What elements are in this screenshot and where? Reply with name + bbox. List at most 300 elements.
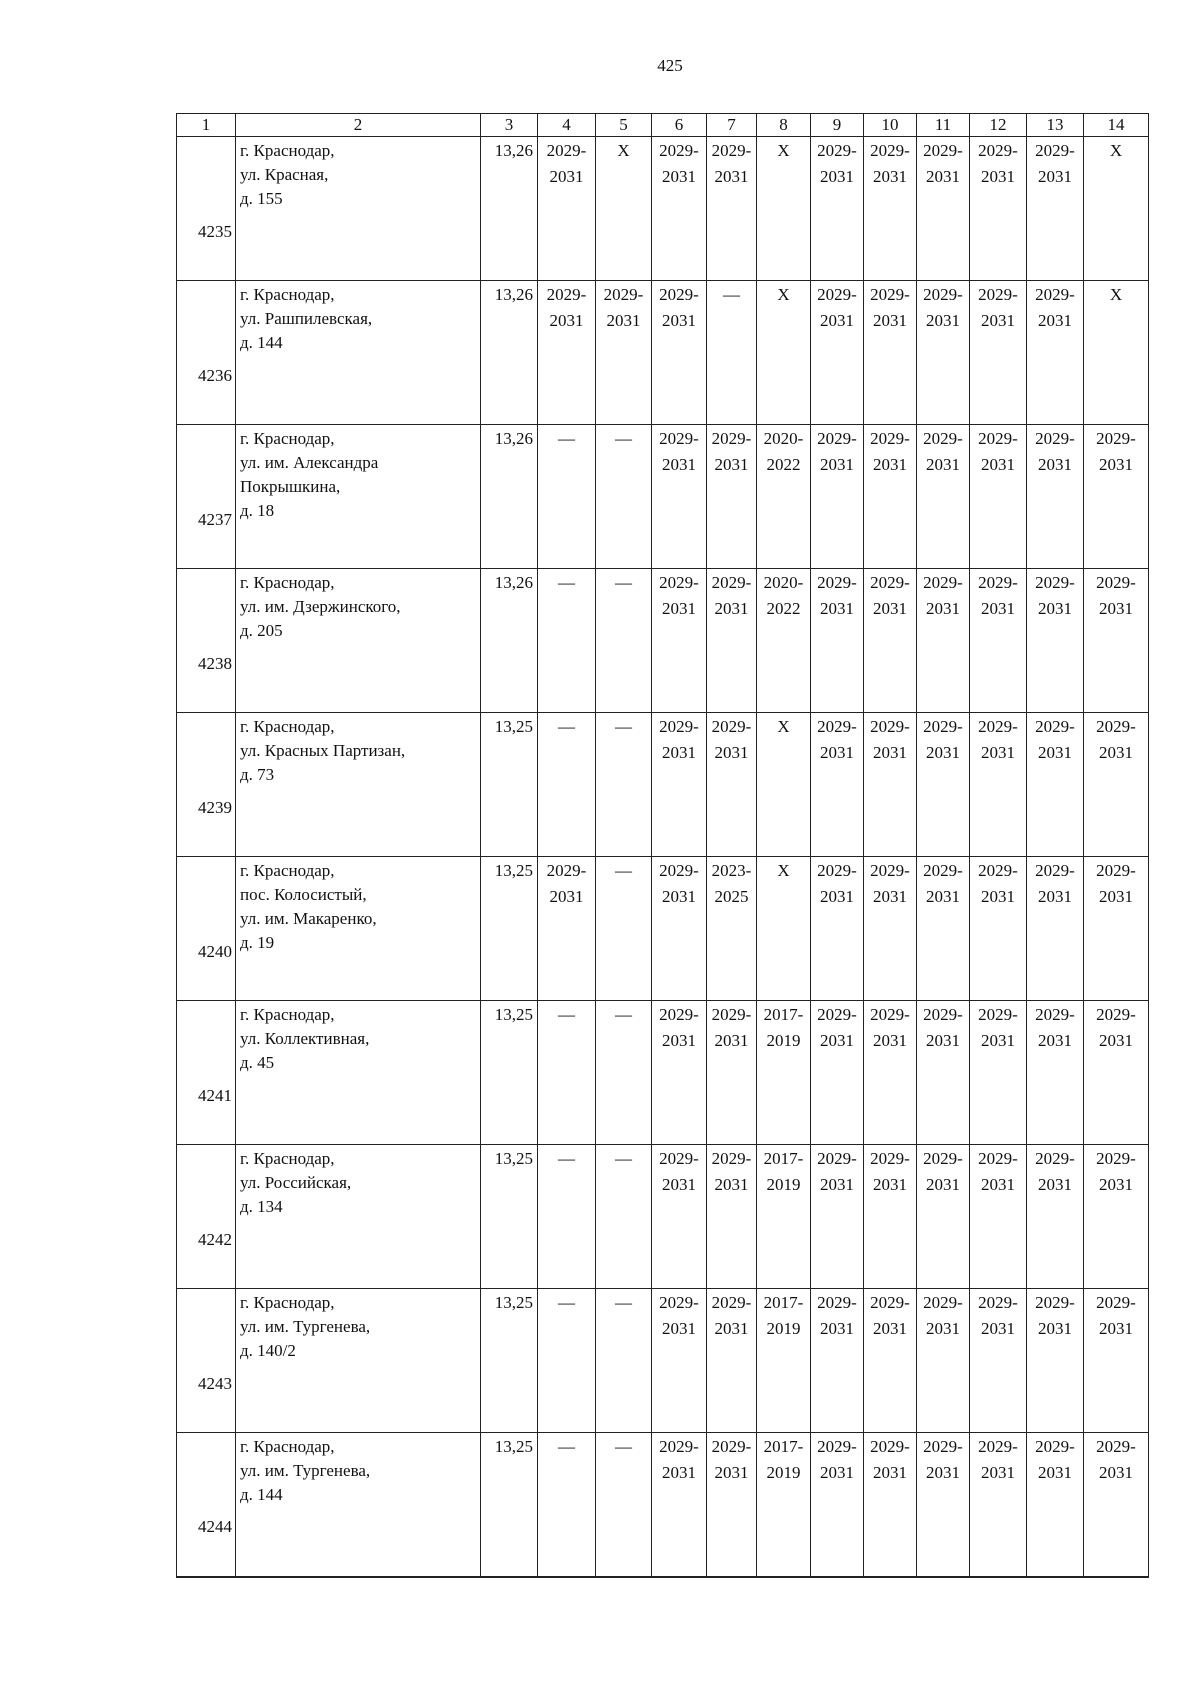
table-row — [177, 281, 1149, 425]
period-value: 2031 — [981, 1175, 1015, 1194]
period-value: 2031 — [926, 455, 960, 474]
row-number-cell — [177, 1001, 236, 1145]
column-number-row — [177, 114, 1149, 137]
period-cell — [596, 281, 652, 425]
period-cell — [811, 1145, 864, 1289]
period-value: 2031 — [820, 887, 854, 906]
coefficient-cell: 13,26 — [481, 281, 538, 425]
period-value: 2017- — [763, 1005, 804, 1024]
period-value: 2031 — [662, 167, 696, 186]
period-cell — [1027, 1289, 1084, 1433]
period-value: 2029- — [1096, 717, 1136, 736]
period-value: 2029- — [978, 1437, 1018, 1456]
period-value: 2029- — [978, 285, 1018, 304]
period-value: 2031 — [714, 1175, 749, 1194]
period-value: 2031 — [926, 1463, 960, 1482]
table-row — [177, 713, 1149, 857]
period-value: 2029- — [870, 285, 910, 304]
period-cell — [1027, 857, 1084, 1001]
period-value: 2031 — [873, 455, 907, 474]
period-cell — [811, 281, 864, 425]
period-value: 2029- — [1035, 429, 1075, 448]
address-line: г. Краснодар, — [240, 861, 335, 880]
row-number: 4239 — [198, 797, 232, 817]
period-value: — — [615, 861, 632, 880]
column-header: 8 — [757, 114, 811, 137]
period-cell — [538, 857, 596, 1001]
address-line: д. 134 — [240, 1197, 283, 1216]
period-cell — [596, 1001, 652, 1145]
period-value: 2029- — [817, 573, 857, 592]
period-value: 2031 — [926, 743, 960, 762]
period-value: X — [777, 717, 790, 736]
period-value: 2029- — [659, 717, 699, 736]
period-cell — [864, 569, 917, 713]
period-value: 2031 — [981, 743, 1015, 762]
period-value: 2029- — [659, 1293, 699, 1312]
period-cell — [864, 1433, 917, 1577]
period-cell — [757, 425, 811, 569]
period-cell — [1027, 569, 1084, 713]
period-value: 2017- — [763, 1149, 804, 1168]
period-value: 2029- — [711, 1005, 752, 1024]
coefficient-cell: 13,25 — [481, 857, 538, 1001]
period-value: 2031 — [873, 1319, 907, 1338]
period-value: 2029- — [1035, 1293, 1075, 1312]
period-cell — [864, 281, 917, 425]
period-value: 2029- — [1096, 573, 1136, 592]
period-value: 2029- — [978, 861, 1018, 880]
period-cell — [917, 1145, 970, 1289]
period-value: 2031 — [714, 1031, 749, 1050]
period-cell — [1027, 713, 1084, 857]
period-cell — [917, 1433, 970, 1577]
period-value: 2025 — [714, 887, 749, 906]
period-cell — [1084, 1289, 1149, 1433]
period-value: 2029- — [923, 285, 963, 304]
period-cell — [970, 137, 1027, 281]
period-cell — [652, 857, 707, 1001]
period-value: 2029- — [659, 141, 699, 160]
period-cell — [1084, 425, 1149, 569]
period-value: 2031 — [714, 167, 749, 186]
period-value: 2031 — [549, 887, 584, 906]
period-value: — — [558, 1149, 575, 1168]
table-row — [177, 137, 1149, 281]
address-line: ул. Российская, — [240, 1173, 352, 1192]
period-value: 2029- — [923, 141, 963, 160]
period-value: 2031 — [926, 1031, 960, 1050]
row-number: 4237 — [198, 509, 232, 529]
period-cell — [917, 425, 970, 569]
period-cell — [1027, 425, 1084, 569]
address-line: ул. им. Александра — [240, 453, 379, 472]
period-cell — [652, 1145, 707, 1289]
table-row — [177, 1289, 1149, 1433]
address-line: г. Краснодар, — [240, 1005, 335, 1024]
period-cell — [757, 1145, 811, 1289]
period-cell — [917, 137, 970, 281]
period-cell — [970, 1289, 1027, 1433]
coefficient-cell: 13,25 — [481, 1289, 538, 1433]
period-value: 2031 — [981, 1319, 1015, 1338]
period-value: 2029- — [659, 1437, 699, 1456]
column-header: 12 — [970, 114, 1027, 137]
period-value: 2029- — [923, 429, 963, 448]
period-value: 2031 — [1038, 167, 1072, 186]
period-value: 2029- — [870, 1293, 910, 1312]
period-value: 2031 — [873, 887, 907, 906]
period-value: 2029- — [1096, 429, 1136, 448]
period-cell — [757, 857, 811, 1001]
period-cell — [811, 857, 864, 1001]
period-value: 2031 — [1099, 1175, 1133, 1194]
period-value: 2031 — [1099, 887, 1133, 906]
period-value: — — [558, 717, 575, 736]
period-value: 2031 — [1038, 311, 1072, 330]
row-number-cell — [177, 1433, 236, 1577]
period-cell — [864, 1001, 917, 1145]
period-value: 2029- — [923, 573, 963, 592]
period-cell — [538, 425, 596, 569]
column-header: 2 — [236, 114, 481, 137]
period-cell — [917, 281, 970, 425]
period-value: 2029- — [923, 861, 963, 880]
period-cell — [707, 425, 757, 569]
period-cell — [970, 425, 1027, 569]
period-value: — — [615, 1149, 632, 1168]
period-value: 2029- — [546, 861, 587, 880]
period-cell — [864, 137, 917, 281]
period-value: — — [558, 429, 575, 448]
period-value: X — [777, 141, 790, 160]
period-value: 2031 — [873, 1175, 907, 1194]
row-number: 4238 — [198, 653, 232, 673]
row-number: 4242 — [198, 1229, 232, 1249]
period-cell — [538, 137, 596, 281]
column-header: 9 — [811, 114, 864, 137]
address-cell — [236, 1433, 481, 1577]
row-number-cell — [177, 281, 236, 425]
period-value: 2031 — [926, 311, 960, 330]
period-value: 2031 — [926, 1319, 960, 1338]
period-value: 2031 — [981, 455, 1015, 474]
address-line: г. Краснодар, — [240, 285, 335, 304]
period-value: 2031 — [820, 1175, 854, 1194]
period-cell — [1084, 1001, 1149, 1145]
period-value: X — [777, 861, 790, 880]
period-cell — [1084, 137, 1149, 281]
period-value: 2031 — [1099, 1031, 1133, 1050]
period-cell — [538, 1001, 596, 1145]
period-value: 2031 — [714, 1319, 749, 1338]
period-value: 2029- — [711, 1437, 752, 1456]
period-cell — [538, 569, 596, 713]
table-row — [177, 569, 1149, 713]
period-cell — [707, 137, 757, 281]
period-value: 2029- — [978, 1149, 1018, 1168]
period-cell — [707, 569, 757, 713]
address-cell — [236, 857, 481, 1001]
period-value: X — [777, 285, 790, 304]
row-number: 4235 — [198, 221, 232, 241]
period-value: 2029- — [1035, 1437, 1075, 1456]
row-number: 4236 — [198, 365, 232, 385]
period-value: 2017- — [763, 1293, 804, 1312]
period-value: 2029- — [1035, 1149, 1075, 1168]
address-cell — [236, 1001, 481, 1145]
address-line: д. 155 — [240, 189, 283, 208]
period-value: 2031 — [1099, 599, 1133, 618]
period-value: 2031 — [662, 887, 696, 906]
period-cell — [864, 1145, 917, 1289]
period-cell — [652, 569, 707, 713]
period-value: 2031 — [662, 743, 696, 762]
period-value: — — [615, 717, 632, 736]
period-cell — [652, 1001, 707, 1145]
address-line: г. Краснодар, — [240, 1437, 335, 1456]
period-value: 2031 — [662, 1463, 696, 1482]
address-line: ул. им. Макаренко, — [240, 909, 377, 928]
period-cell — [970, 857, 1027, 1001]
period-cell — [970, 713, 1027, 857]
period-cell — [811, 1001, 864, 1145]
period-value: 2029- — [659, 429, 699, 448]
period-value: 2029- — [978, 429, 1018, 448]
period-value: 2031 — [549, 311, 584, 330]
period-value: 2031 — [1038, 1175, 1072, 1194]
address-line: ул. им. Тургенева, — [240, 1461, 371, 1480]
period-value: 2029- — [870, 573, 910, 592]
period-value: 2031 — [662, 1031, 696, 1050]
period-cell — [757, 1001, 811, 1145]
period-value: 2017- — [763, 1437, 804, 1456]
period-cell — [652, 1433, 707, 1577]
period-value: 2029- — [1035, 573, 1075, 592]
address-line: д. 140/2 — [240, 1341, 296, 1360]
period-value: 2029- — [817, 861, 857, 880]
period-value: 2031 — [1038, 743, 1072, 762]
period-cell — [811, 425, 864, 569]
period-value: 2023- — [711, 861, 752, 880]
period-cell — [1027, 281, 1084, 425]
period-cell — [970, 569, 1027, 713]
period-cell — [596, 569, 652, 713]
period-value: 2031 — [873, 1463, 907, 1482]
period-cell — [652, 425, 707, 569]
period-value: 2031 — [820, 455, 854, 474]
period-value: 2031 — [873, 743, 907, 762]
period-value: 2029- — [711, 1293, 752, 1312]
period-value: 2029- — [711, 717, 752, 736]
period-value: 2029- — [978, 717, 1018, 736]
period-value: — — [615, 573, 632, 592]
period-cell — [757, 1433, 811, 1577]
period-value: 2031 — [1038, 1031, 1072, 1050]
period-cell — [1027, 1145, 1084, 1289]
period-cell — [596, 425, 652, 569]
period-cell — [864, 425, 917, 569]
period-value: 2029- — [1035, 285, 1075, 304]
period-cell — [811, 1433, 864, 1577]
address-line: ул. Рашпилевская, — [240, 309, 373, 328]
period-value: 2031 — [1038, 1463, 1072, 1482]
period-cell — [707, 1289, 757, 1433]
period-value: 2031 — [1038, 1319, 1072, 1338]
period-value: 2031 — [1099, 1319, 1133, 1338]
period-value: 2029- — [978, 141, 1018, 160]
address-cell — [236, 713, 481, 857]
coefficient-cell: 13,25 — [481, 1433, 538, 1577]
period-value: — — [615, 429, 632, 448]
period-cell — [917, 857, 970, 1001]
period-cell — [707, 1145, 757, 1289]
period-value: 2029- — [1035, 861, 1075, 880]
period-value: 2031 — [606, 311, 641, 330]
row-number: 4241 — [198, 1085, 232, 1105]
period-value: 2031 — [662, 1175, 696, 1194]
period-value: 2019 — [766, 1463, 801, 1482]
period-cell — [538, 713, 596, 857]
address-line: д. 18 — [240, 501, 275, 520]
period-cell — [864, 713, 917, 857]
period-value: 2022 — [766, 455, 801, 474]
column-header: 3 — [481, 114, 538, 137]
period-value: 2031 — [714, 743, 749, 762]
period-value: 2022 — [766, 599, 801, 618]
period-cell — [1084, 1433, 1149, 1577]
period-cell — [970, 1145, 1027, 1289]
period-value: 2029- — [603, 285, 644, 304]
period-cell — [864, 857, 917, 1001]
period-cell — [917, 1001, 970, 1145]
coefficient-cell: 13,25 — [481, 1001, 538, 1145]
period-value: 2031 — [820, 743, 854, 762]
period-cell — [811, 569, 864, 713]
period-value: 2031 — [1099, 1463, 1133, 1482]
period-value: 2031 — [662, 599, 696, 618]
period-value: 2031 — [662, 1319, 696, 1338]
period-value: 2029- — [817, 141, 857, 160]
address-line: д. 205 — [240, 621, 283, 640]
period-value: — — [615, 1437, 632, 1456]
coefficient-cell: 13,26 — [481, 569, 538, 713]
period-value: X — [1109, 285, 1123, 304]
period-value: 2031 — [1038, 599, 1072, 618]
row-number: 4244 — [198, 1517, 232, 1537]
period-value: 2029- — [817, 717, 857, 736]
period-value: 2031 — [926, 167, 960, 186]
period-cell — [1084, 1145, 1149, 1289]
period-value: 2029- — [870, 141, 910, 160]
period-cell — [1027, 137, 1084, 281]
period-value: 2031 — [981, 1463, 1015, 1482]
column-header: 7 — [707, 114, 757, 137]
period-cell — [757, 281, 811, 425]
period-value: 2029- — [870, 429, 910, 448]
period-cell — [811, 1289, 864, 1433]
period-value: 2029- — [923, 1005, 963, 1024]
period-value: 2031 — [926, 1175, 960, 1194]
period-value: 2029- — [978, 1005, 1018, 1024]
period-cell — [917, 569, 970, 713]
period-value: — — [558, 573, 575, 592]
period-value: 2029- — [659, 285, 699, 304]
row-number-cell — [177, 569, 236, 713]
period-value: 2029- — [817, 1005, 857, 1024]
period-cell — [917, 1289, 970, 1433]
address-line: г. Краснодар, — [240, 1149, 335, 1168]
period-cell — [1084, 713, 1149, 857]
period-value: — — [558, 1437, 575, 1456]
period-value: 2031 — [662, 311, 696, 330]
period-cell — [596, 857, 652, 1001]
period-cell — [917, 713, 970, 857]
row-number: 4240 — [198, 941, 232, 961]
period-value: 2029- — [923, 1437, 963, 1456]
period-cell — [1084, 569, 1149, 713]
address-line: ул. Красных Партизан, — [240, 741, 406, 760]
address-line: пос. Колосистый, — [240, 885, 367, 904]
address-line: д. 19 — [240, 933, 275, 952]
period-cell — [707, 713, 757, 857]
coefficient-cell: 13,25 — [481, 713, 538, 857]
period-value: 2029- — [546, 141, 587, 160]
period-value: — — [558, 1005, 575, 1024]
period-value: 2029- — [817, 429, 857, 448]
period-value: 2031 — [1038, 455, 1072, 474]
period-value: 2031 — [981, 167, 1015, 186]
address-line: г. Краснодар, — [240, 141, 335, 160]
period-value: 2029- — [817, 285, 857, 304]
table-row — [177, 425, 1149, 569]
period-cell — [864, 1289, 917, 1433]
coefficient-cell: 13,26 — [481, 425, 538, 569]
period-cell — [596, 1289, 652, 1433]
period-value: 2019 — [766, 1175, 801, 1194]
column-header: 14 — [1084, 114, 1149, 137]
row-number-cell — [177, 425, 236, 569]
column-header: 10 — [864, 114, 917, 137]
address-line: г. Краснодар, — [240, 429, 335, 448]
period-value: 2029- — [978, 1293, 1018, 1312]
period-value: 2031 — [873, 599, 907, 618]
period-cell — [1027, 1433, 1084, 1577]
period-value: 2029- — [1096, 1149, 1136, 1168]
period-value: 2031 — [549, 167, 584, 186]
row-number-cell — [177, 137, 236, 281]
page-number: 425 — [657, 56, 683, 75]
table-row — [177, 1145, 1149, 1289]
period-value: — — [558, 1293, 575, 1312]
period-value: 2031 — [714, 599, 749, 618]
address-line: д. 144 — [240, 1485, 283, 1504]
period-value: — — [615, 1293, 632, 1312]
period-cell — [757, 137, 811, 281]
period-value: 2031 — [873, 1031, 907, 1050]
period-value: 2029- — [659, 1005, 699, 1024]
period-value: 2029- — [870, 1149, 910, 1168]
address-line: г. Краснодар, — [240, 573, 335, 592]
period-value: 2031 — [714, 455, 749, 474]
period-value: 2031 — [820, 311, 854, 330]
period-cell — [596, 713, 652, 857]
period-value: 2031 — [820, 599, 854, 618]
period-cell — [652, 137, 707, 281]
period-value: 2019 — [766, 1319, 801, 1338]
period-cell — [538, 1289, 596, 1433]
period-value: 2029- — [870, 717, 910, 736]
